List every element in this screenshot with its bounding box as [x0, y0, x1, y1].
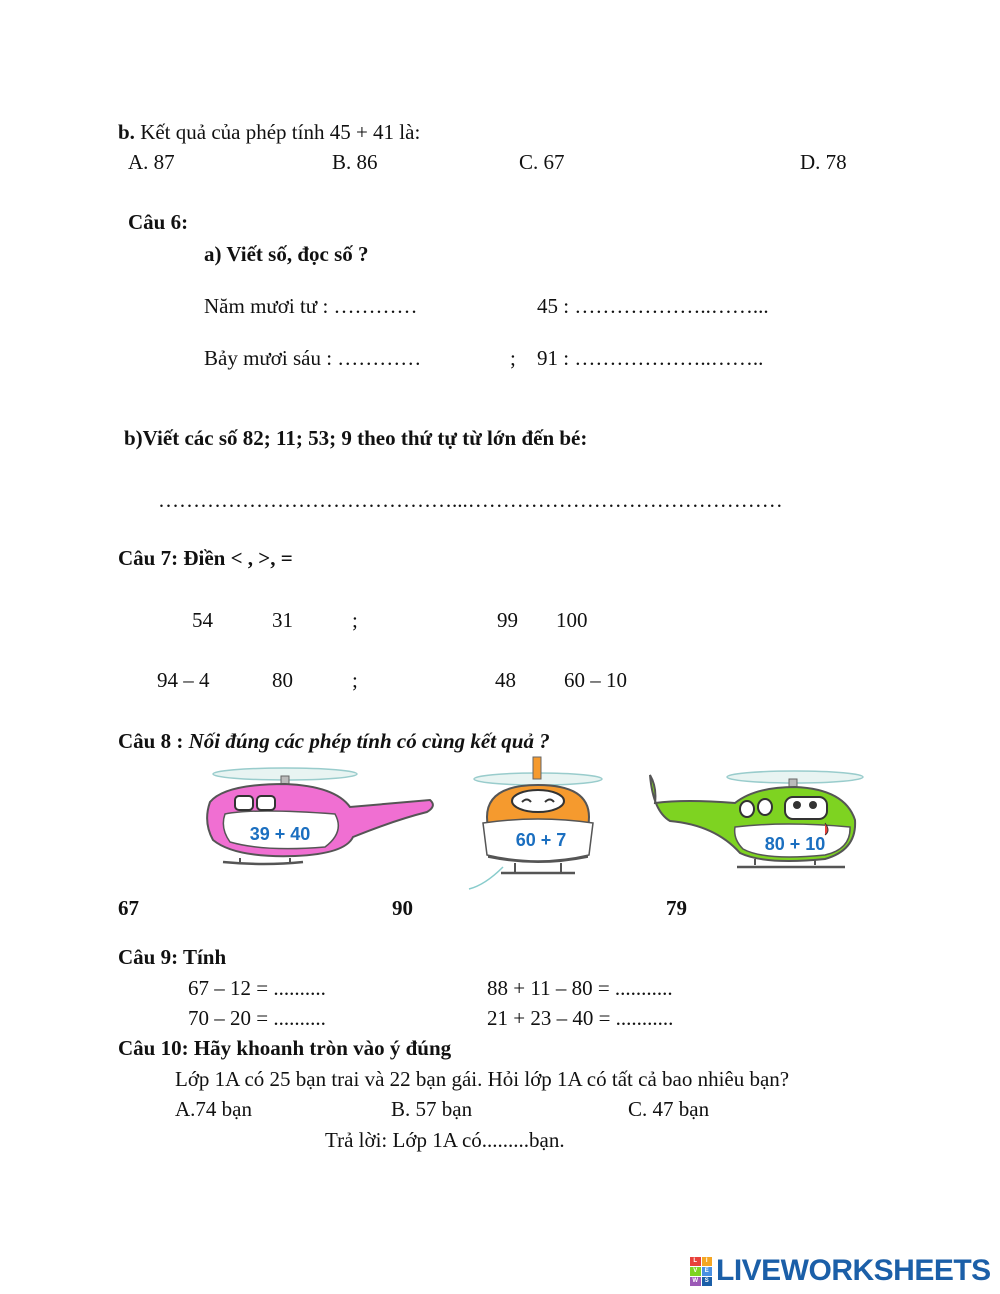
- q7-r2-sep: ;: [352, 668, 358, 692]
- helicopter-orange[interactable]: [465, 755, 620, 893]
- q5b-option-d[interactable]: D. 78: [800, 150, 847, 174]
- logo-text: LIVEWORKSHEETS: [716, 1254, 991, 1287]
- q8-result-3[interactable]: 79: [666, 896, 687, 920]
- q6-row1-left[interactable]: Năm mươi tư : …………: [204, 294, 418, 318]
- q6-row1-right[interactable]: 45 : ………………..……...: [537, 294, 769, 318]
- q6-row2-right[interactable]: 91 : ………………..……..: [537, 346, 764, 370]
- helicopter-pink-expr: 39 + 40: [249, 824, 311, 844]
- q10-option-b[interactable]: B. 57 bạn: [391, 1097, 473, 1121]
- q7-r2-a: 94 – 4: [157, 668, 210, 692]
- q5b-option-b[interactable]: B. 86: [332, 150, 378, 174]
- q7-r2-b: 80: [272, 668, 293, 692]
- q7-r1-a: 54: [192, 608, 213, 632]
- q5b-line: [118, 122, 420, 143]
- q10-option-c[interactable]: C. 47 bạn: [628, 1097, 710, 1121]
- q8-instruction: Nối đúng các phép tính có cùng kết quả ?: [188, 729, 550, 753]
- q7-r1-c: 99: [497, 608, 518, 632]
- q6-answer-dots[interactable]: ……………………………………...………………………………………: [158, 488, 783, 512]
- q8-title: Câu 8 :: [118, 729, 184, 753]
- q9-item-2[interactable]: 88 + 11 – 80 = ...........: [487, 976, 673, 1000]
- q10-question: Lớp 1A có 25 bạn trai và 22 bạn gái. Hỏi lớp 1A có tất cả bao nhiêu bạn?: [175, 1067, 790, 1091]
- q8-result-2[interactable]: 90: [392, 896, 413, 920]
- helicopter-orange-expr: 60 + 7: [515, 830, 567, 850]
- q7-r1-sep: ;: [352, 608, 358, 632]
- q8-title-line: [118, 731, 550, 752]
- q9-title: Câu 9: Tính: [118, 945, 227, 969]
- q6-part-a-title: a) Viết số, đọc số ?: [204, 242, 369, 266]
- q5b-option-a[interactable]: A. 87: [128, 150, 175, 174]
- q10-option-a[interactable]: A.74 bạn: [175, 1097, 252, 1121]
- q9-item-1[interactable]: 67 – 12 = ..........: [188, 976, 326, 1000]
- q8-result-1[interactable]: 67: [118, 896, 139, 920]
- q9-item-3[interactable]: 70 – 20 = ..........: [188, 1006, 326, 1030]
- q9-item-4[interactable]: 21 + 23 – 40 = ...........: [487, 1006, 674, 1030]
- q7-r2-c: 48: [495, 668, 516, 692]
- q6-title: Câu 6:: [128, 210, 189, 234]
- helicopter-green-expr: 80 + 10: [764, 834, 826, 854]
- q5b-question: Kết quả của phép tính 45 + 41 là:: [140, 120, 421, 144]
- q6-part-b-title: b)Viết các số 82; 11; 53; 9 theo thứ tự từ lớn đến bé:: [124, 426, 588, 450]
- q5b-option-c[interactable]: C. 67: [519, 150, 565, 174]
- logo-badge-icon: L I V E W S: [690, 1257, 712, 1285]
- q7-r2-d: 60 – 10: [564, 668, 627, 692]
- q5b-label: b.: [118, 120, 135, 144]
- q6-row2-left[interactable]: Bảy mươi sáu : …………: [204, 346, 422, 370]
- helicopter-pink[interactable]: [195, 762, 445, 872]
- q10-answer[interactable]: Trả lời: Lớp 1A có.........bạn.: [325, 1128, 565, 1152]
- q10-title: Câu 10: Hãy khoanh tròn vào ý đúng: [118, 1036, 452, 1060]
- q7-title: Câu 7: Điền < , >, =: [118, 546, 293, 570]
- liveworksheets-logo: [690, 1253, 991, 1289]
- q6-row2-sep: ;: [510, 346, 516, 370]
- helicopter-green[interactable]: [645, 765, 865, 877]
- q7-r1-b: 31: [272, 608, 293, 632]
- q7-r1-d: 100: [556, 608, 588, 632]
